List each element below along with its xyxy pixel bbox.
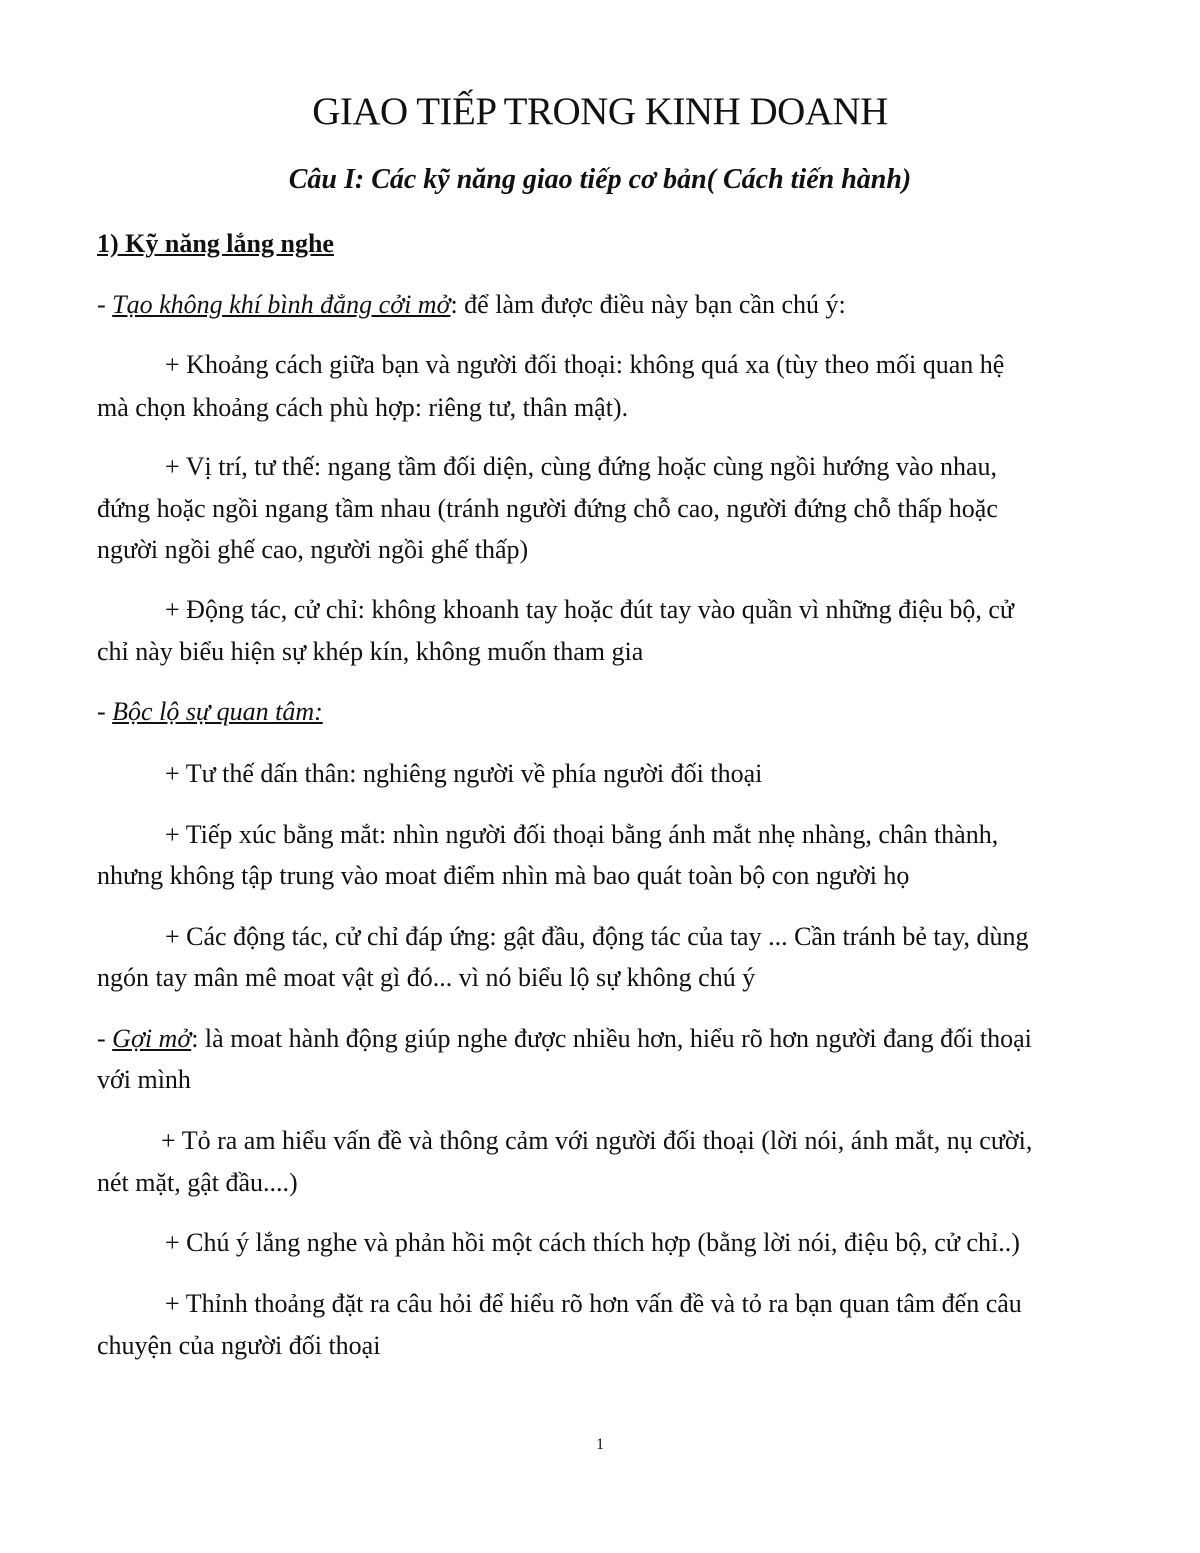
paragraph-prompting [97,1021,1032,1057]
bullet-understanding-line-2: nét mặt, gật đầu....) [97,1168,298,1197]
bullet-eye-contact-line-1: + Tiếp xúc bằng mắt: nhìn người đối thoại bằng ánh mắt nhẹ nhàng, chân thành, [165,820,999,849]
section-heading: 1) Kỹ năng lắng nghe [97,229,334,258]
bullet-response-line-2: ngón tay mân mê moat vật gì đó... vì nó biểu lộ sự không chú ý [97,963,756,992]
bullet-distance-line-1: + Khoảng cách giữa bạn và người đối thoại: không quá xa (tùy theo mối quan hệ [165,350,1005,379]
dash-marker: - [97,1024,113,1053]
bullet-eye-contact-line-2: nhưng không tập trung vào moat điểm nhìn mà bao quát toàn bộ con người họ [97,861,910,890]
bullet-posture-line-1: + Tư thế dấn thân: nghiêng người về phía người đối thoại [165,759,763,788]
bullet-position-line-3: người ngồi ghế cao, người ngồi ghế thấp) [97,535,529,564]
question-heading: Câu I: Các kỹ năng giao tiếp cơ bản( Cách tiến hành) [288,164,912,195]
bullet-listen-respond-line-1: + Chú ý lắng nghe và phản hồi một cách thích hợp (bằng lời nói, điệu bộ, cử chỉ..) [165,1228,1020,1257]
document-title: GIAO TIẾP TRONG KINH DOANH [312,90,888,133]
paragraph-open-atmosphere [97,287,846,323]
bullet-response-line-1: + Các động tác, cử chỉ đáp ứng: gật đầu, động tác của tay ... Cần tránh bẻ tay, dùng [165,922,1029,951]
dash-marker: - [97,290,113,319]
bullet-position-line-2: đứng hoặc ngồi ngang tầm nhau (tránh người đứng chỗ cao, người đứng chỗ thấp hoặc [97,494,998,523]
bullet-questions-line-1: + Thỉnh thoảng đặt ra câu hỏi để hiểu rõ hơn vấn đề và tỏ ra bạn quan tâm đến câu [165,1289,1022,1318]
paragraph-lead-term: Gợi mở [112,1024,192,1053]
bullet-distance-line-2: mà chọn khoảng cách phù hợp: riêng tư, thân mật). [97,393,629,422]
paragraph-text: : để làm được điều này bạn cần chú ý: [450,290,846,319]
paragraph-show-interest [97,694,323,730]
bullet-position-line-1: + Vị trí, tư thế: ngang tầm đối diện, cùng đứng hoặc cùng ngồi hướng vào nhau, [165,452,998,481]
page-number: 1 [596,1436,604,1453]
paragraph-lead-term: Tạo không khí bình đẳng cởi mở [112,290,451,319]
paragraph-lead-term: Bộc lộ sự quan tâm: [112,697,323,726]
bullet-understanding-line-1: + Tỏ ra am hiểu vấn đề và thông cảm với người đối thoại (lời nói, ánh mắt, nụ cười, [161,1126,1033,1155]
bullet-gesture-line-1: + Động tác, cử chỉ: không khoanh tay hoặc đút tay vào quần vì những điệu bộ, cử [165,595,1015,624]
bullet-gesture-line-2: chỉ này biểu hiện sự khép kín, không muốn tham gia [97,637,644,666]
paragraph-text: : là moat hành động giúp nghe được nhiều hơn, hiểu rõ hơn người đang đối thoại [191,1024,1032,1053]
paragraph-prompting-line-2: với mình [97,1065,191,1094]
dash-marker: - [97,697,113,726]
bullet-questions-line-2: chuyện của người đối thoại [97,1331,381,1360]
